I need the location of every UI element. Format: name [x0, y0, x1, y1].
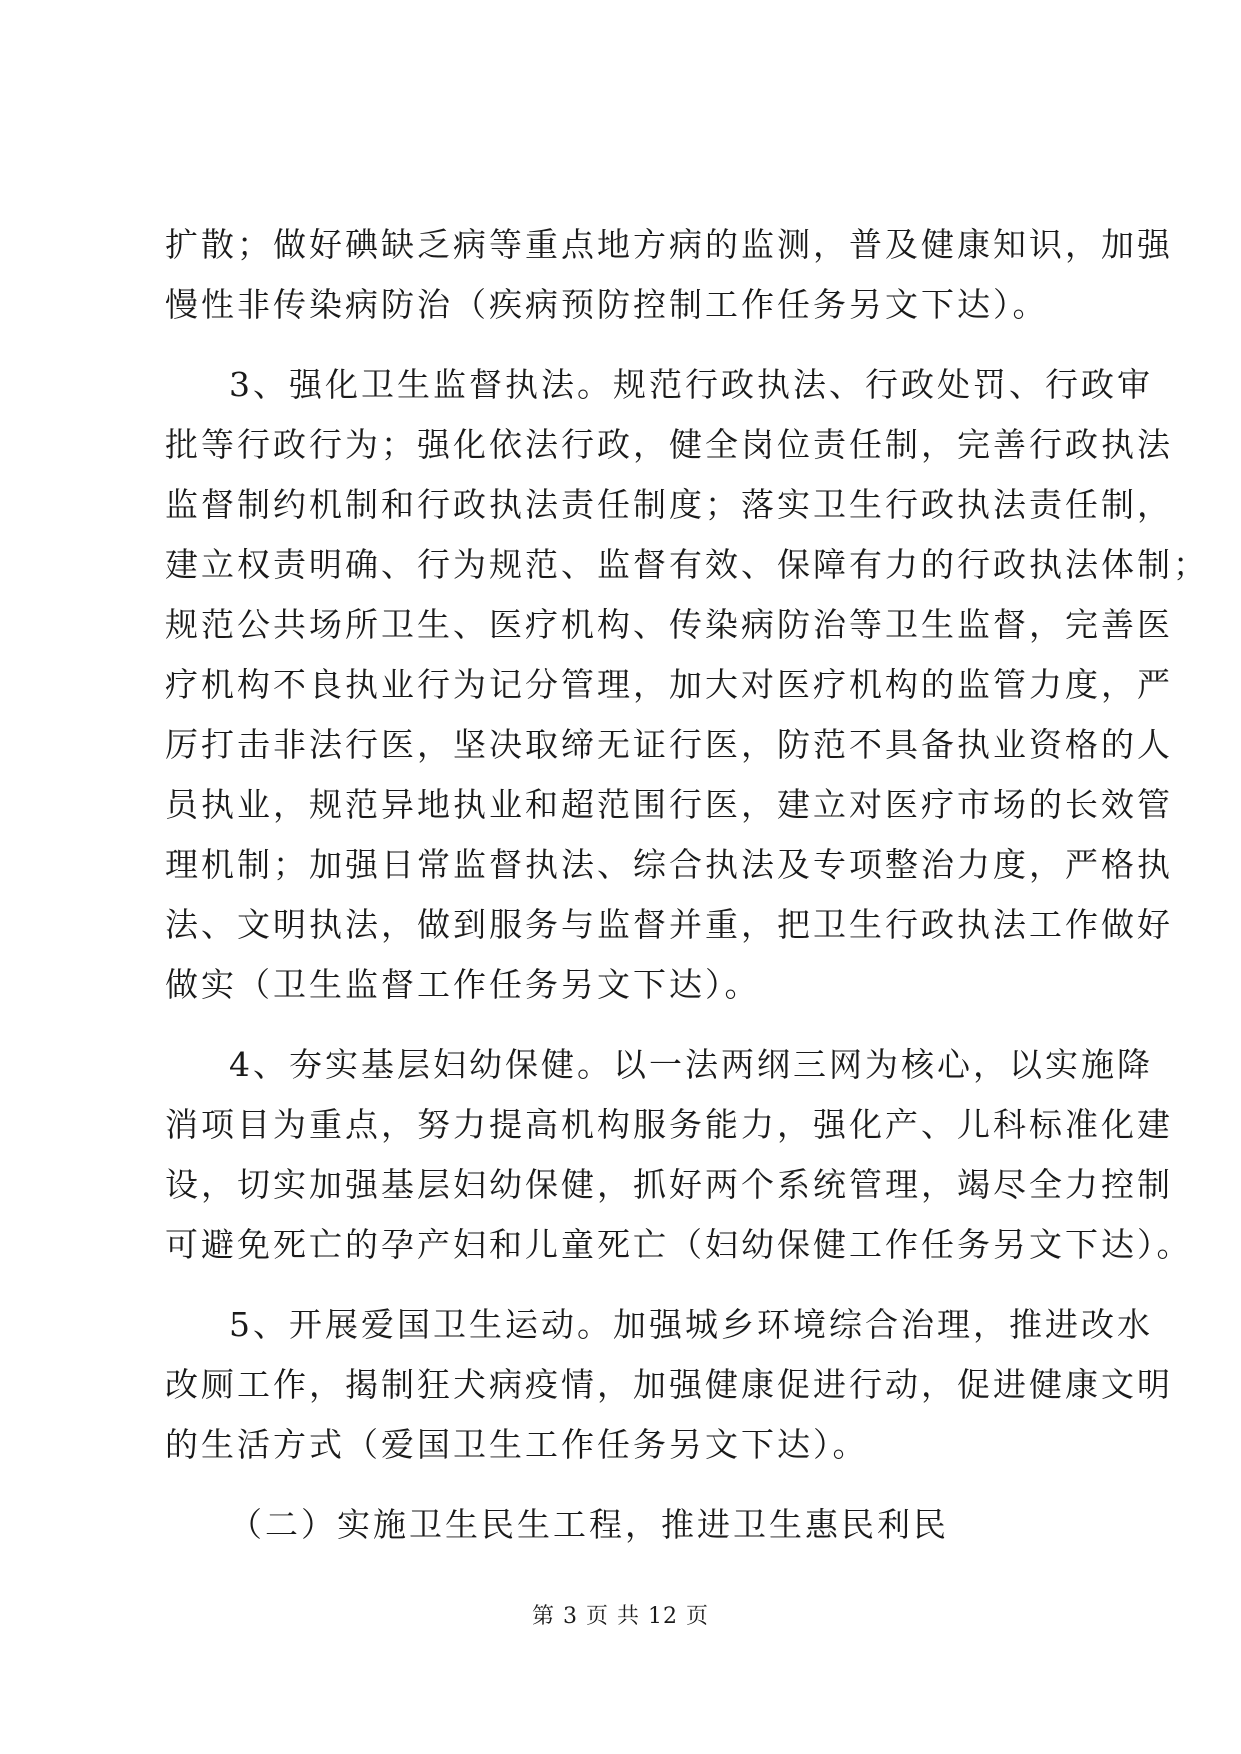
body-text-line: 理机制；加强日常监督执法、综合执法及专项整治力度，严格执 [165, 845, 1173, 884]
body-text-line: 法、文明执法，做到服务与监督并重，把卫生行政执法工作做好 [165, 905, 1173, 944]
paragraph-4-heading-line: 4、夯实基层妇幼保健。以一法两纲三网为核心，以实施降 [229, 1045, 1153, 1084]
body-text-line: 厉打击非法行医，坚决取缔无证行医，防范不具备执业资格的人 [165, 725, 1173, 764]
body-text-line: 慢性非传染病防治（疾病预防控制工作任务另文下达）。 [165, 285, 1049, 324]
paragraph-5-heading-line: 5、开展爱国卫生运动。加强城乡环境综合治理，推进改水 [229, 1305, 1153, 1344]
body-text-line: 可避免死亡的孕产妇和儿童死亡（妇幼保健工作任务另文下达）。 [165, 1225, 1193, 1264]
body-text-line: 扩散；做好碘缺乏病等重点地方病的监测，普及健康知识，加强 [165, 225, 1173, 264]
body-text-line: 做实（卫生监督工作任务另文下达）。 [165, 965, 761, 1004]
body-text-line: 员执业，规范异地执业和超范围行医，建立对医疗市场的长效管 [165, 785, 1173, 824]
page-number-footer: 第 3 页 共 12 页 [532, 1604, 709, 1629]
body-text-line: 建立权责明确、行为规范、监督有效、保障有力的行政执法体制； [165, 545, 1209, 584]
section-heading: （二）实施卫生民生工程，推进卫生惠民利民 [229, 1505, 949, 1544]
body-text-line: 消项目为重点，努力提高机构服务能力，强化产、儿科标准化建 [165, 1105, 1173, 1144]
paragraph-3-heading-line: 3、强化卫生监督执法。规范行政执法、行政处罚、行政审 [229, 365, 1153, 404]
body-text-line: 改厕工作，揭制狂犬病疫情，加强健康促进行动，促进健康文明 [165, 1365, 1173, 1404]
body-text-line: 疗机构不良执业行为记分管理，加大对医疗机构的监管力度，严 [165, 665, 1173, 704]
body-text-line: 规范公共场所卫生、医疗机构、传染病防治等卫生监督，完善医 [165, 605, 1173, 644]
body-text-line: 设，切实加强基层妇幼保健，抓好两个系统管理，竭尽全力控制 [165, 1165, 1173, 1204]
body-text-line: 批等行政行为；强化依法行政，健全岗位责任制，完善行政执法 [165, 425, 1173, 464]
body-text-line: 的生活方式（爱国卫生工作任务另文下达）。 [165, 1425, 869, 1464]
body-text-line: 监督制约机制和行政执法责任制度；落实卫生行政执法责任制， [165, 485, 1173, 524]
